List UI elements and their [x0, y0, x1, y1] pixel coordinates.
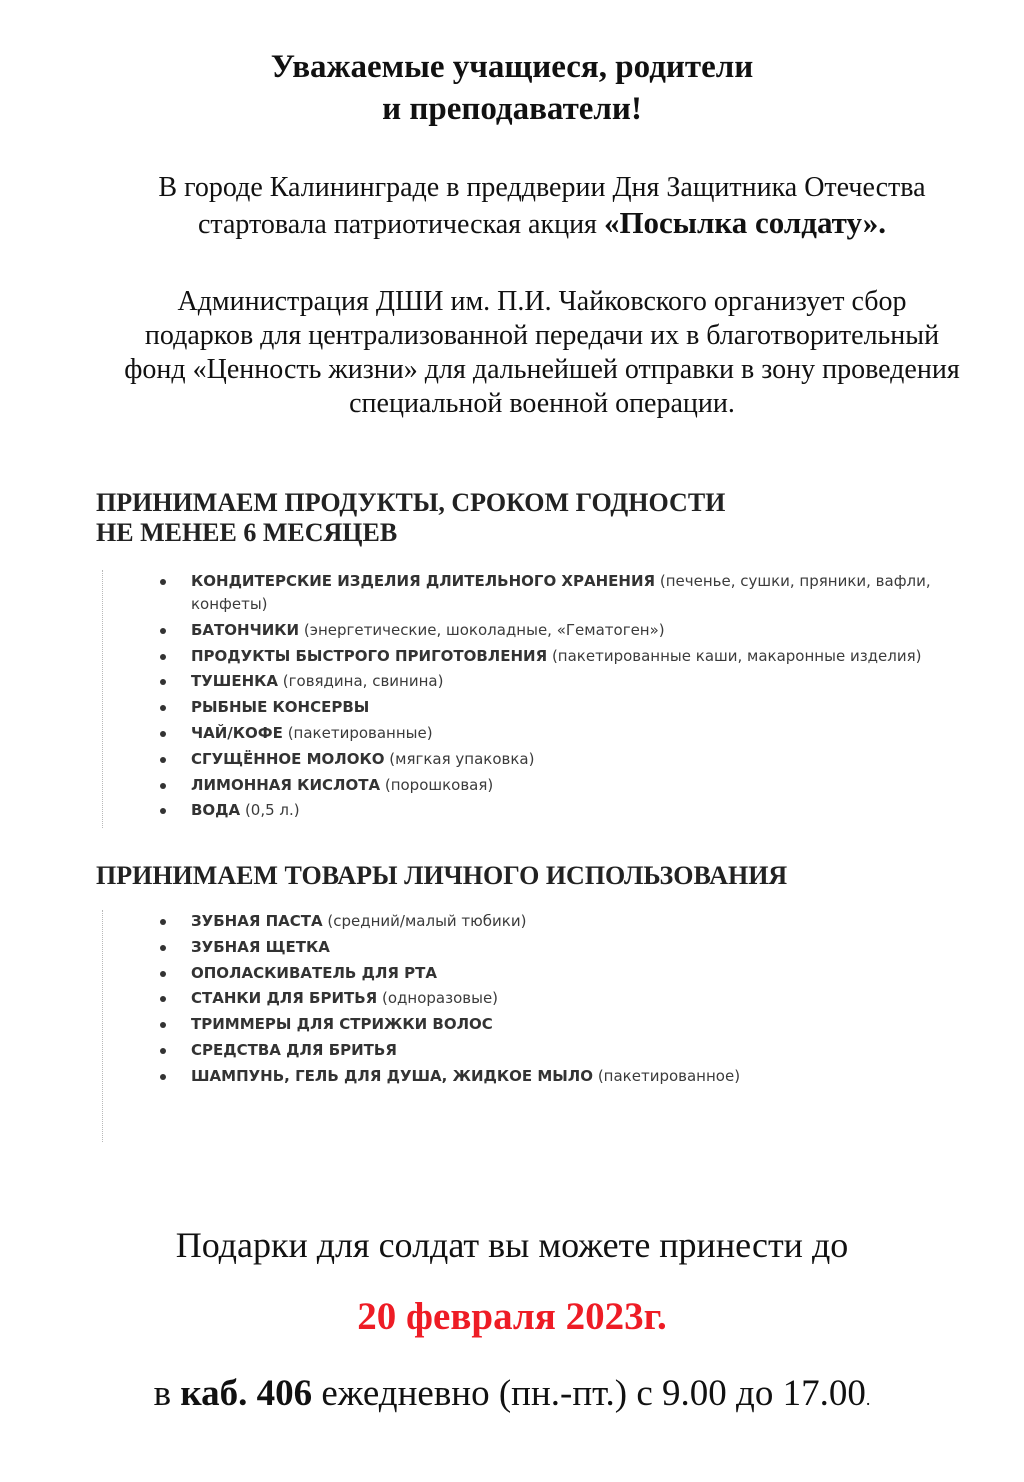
item-name: ТУШЕНКА [191, 672, 278, 691]
intro-paragraph [60, 170, 1024, 242]
item-name: ЧАЙ/КОФЕ [191, 723, 283, 742]
campaign-name: «Посылка солдату». [603, 205, 887, 240]
room-trailing-dot: . [865, 1389, 871, 1409]
list-item [103, 1013, 983, 1036]
page-title [0, 46, 1024, 130]
list-item [103, 722, 983, 745]
item-note: (говядина, свинина) [282, 672, 444, 691]
list-item [103, 696, 983, 719]
item-name: ВОДА [191, 801, 241, 820]
list-item [103, 962, 983, 985]
item-name: ПРОДУКТЫ БЫСТРОГО ПРИГОТОВЛЕНИЯ [191, 646, 548, 665]
item-note: (0,5 л.) [244, 801, 300, 820]
item-name: БАТОНЧИКИ [191, 620, 300, 639]
item-note: (порошковая) [384, 775, 494, 794]
personal-list [103, 910, 983, 1088]
room-schedule [0, 1371, 1024, 1422]
item-name: ОПОЛАСКИВАТЕЛЬ ДЛЯ РТА [191, 963, 438, 982]
item-name: ЛИМОННАЯ КИСЛОТА [191, 775, 381, 794]
admin-paragraph [60, 285, 1024, 421]
products-list [103, 570, 983, 822]
item-name: ШАМПУНЬ, ГЕЛЬ ДЛЯ ДУША, ЖИДКОЕ МЫЛО [191, 1066, 594, 1085]
room-number: каб. 406 [180, 1373, 313, 1414]
list-item [103, 774, 983, 797]
item-note: (средний/малый тюбики) [327, 912, 527, 930]
products-heading-line-1: ПРИНИМАЕМ ПРОДУКТЫ, СРОКОМ ГОДНОСТИ [96, 488, 726, 517]
item-note: (печенье, сушки, пряники, вафли, конфеты) [191, 572, 931, 613]
personal-list-block [102, 910, 983, 1142]
deadline-date: 20 февраля 2023г. [357, 1295, 667, 1338]
intro-line-2-text: стартовала патриотическая акция [197, 209, 604, 240]
item-name: ТРИММЕРЫ ДЛЯ СТРИЖКИ ВОЛОС [191, 1015, 493, 1034]
title-line-1: Уважаемые учащиеся, родители [270, 49, 754, 85]
list-item [103, 748, 983, 771]
item-note: (пакетированное) [597, 1066, 741, 1085]
item-note: (одноразовые) [382, 989, 499, 1008]
room-prefix: в [153, 1373, 181, 1414]
list-item [103, 799, 983, 822]
item-note: (мягкая упаковка) [389, 749, 535, 768]
item-name: СРЕДСТВА ДЛЯ БРИТЬЯ [191, 1040, 397, 1059]
products-list-block [102, 570, 983, 828]
list-item [103, 570, 983, 616]
personal-heading-line: ПРИНИМАЕМ ТОВАРЫ ЛИЧНОГО ИСПОЛЬЗОВАНИЯ [96, 861, 788, 890]
item-note: (пакетированные каши, макаронные изделия) [551, 646, 922, 665]
room-hours: ежедневно (пн.-пт.) с 9.00 до 17.00 [312, 1373, 866, 1414]
admin-line-2: подарков для централизованной передачи их в благотворительный [144, 320, 940, 351]
intro-line-1: В городе Калининграде в преддверии Дня Защитника Отечества [158, 172, 926, 203]
list-item [103, 670, 983, 693]
item-name: КОНДИТЕРСКИЕ ИЗДЕЛИЯ ДЛИТЕЛЬНОГО ХРАНЕНИЯ [191, 572, 656, 590]
admin-line-4: специальной военной операции. [349, 388, 735, 419]
personal-heading [96, 861, 996, 891]
item-note: (пакетированные) [287, 723, 433, 742]
title-line-2: и преподаватели! [382, 91, 642, 127]
admin-line-3: фонд «Ценность жизни» для дальнейшей отправки в зону проведения [124, 354, 960, 385]
list-item [103, 619, 983, 642]
list-item [103, 645, 983, 668]
item-name: СТАНКИ ДЛЯ БРИТЬЯ [191, 989, 378, 1008]
item-name: ЗУБНАЯ ПАСТА [191, 912, 323, 930]
item-name: СГУЩЁННОЕ МОЛОКО [191, 749, 385, 768]
products-heading-line-2: НЕ МЕНЕЕ 6 МЕСЯЦЕВ [96, 518, 398, 547]
list-item [103, 1065, 983, 1088]
item-note: (энергетические, шоколадные, «Гематоген») [303, 620, 665, 639]
list-item [103, 987, 983, 1010]
admin-line-1: Администрация ДШИ им. П.И. Чайковского организует сбор [177, 286, 907, 317]
delivery-text: Подарки для солдат вы можете принести до [175, 1225, 849, 1265]
list-item [103, 1039, 983, 1062]
list-item [103, 910, 983, 933]
item-name: РЫБНЫЕ КОНСЕРВЫ [191, 698, 370, 717]
item-name: ЗУБНАЯ ЩЕТКА [191, 937, 330, 956]
intro-line-2 [60, 205, 1024, 242]
list-item [103, 936, 983, 959]
products-heading [96, 488, 996, 548]
